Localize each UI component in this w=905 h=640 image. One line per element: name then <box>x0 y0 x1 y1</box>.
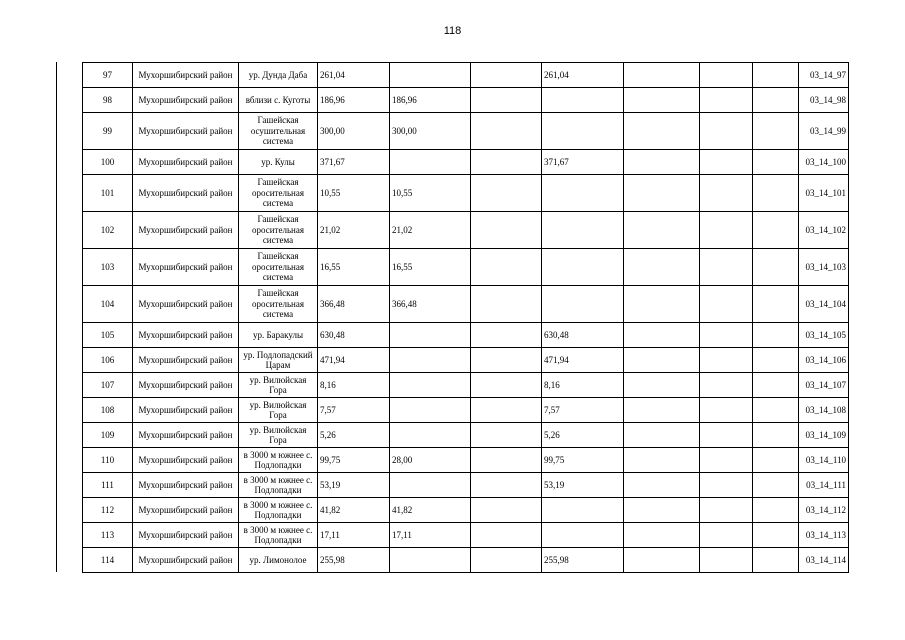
district-cell: Мухоршибирский район <box>133 373 239 398</box>
value-cell <box>753 498 799 523</box>
value-cell <box>753 175 799 212</box>
value-cell <box>624 113 700 150</box>
value-cell <box>753 212 799 249</box>
row-number-cell: 114 <box>83 548 133 573</box>
code-cell: 03_14_101 <box>799 175 849 212</box>
value-cell <box>700 473 753 498</box>
code-cell: 03_14_112 <box>799 498 849 523</box>
value-cell <box>700 523 753 548</box>
row-number-cell: 99 <box>83 113 133 150</box>
row-number-cell: 111 <box>83 473 133 498</box>
value-cell: 17,11 <box>390 523 471 548</box>
row-number-cell: 103 <box>83 249 133 286</box>
value-cell <box>753 88 799 113</box>
code-cell: 03_14_111 <box>799 473 849 498</box>
value-cell <box>542 212 624 249</box>
value-cell <box>624 398 700 423</box>
district-cell: Мухоршибирский район <box>133 398 239 423</box>
district-cell: Мухоршибирский район <box>133 249 239 286</box>
value-cell <box>700 175 753 212</box>
row-number-cell: 112 <box>83 498 133 523</box>
district-cell: Мухоршибирский район <box>133 348 239 373</box>
value-cell <box>624 523 700 548</box>
area-cell: 17,11 <box>318 523 390 548</box>
district-cell: Мухоршибирский район <box>133 323 239 348</box>
value-cell <box>390 398 471 423</box>
value-cell <box>700 448 753 473</box>
value-cell <box>753 473 799 498</box>
location-cell: вблизи с. Куготы <box>239 88 318 113</box>
value-cell: 99,75 <box>542 448 624 473</box>
area-cell: 21,02 <box>318 212 390 249</box>
table-row <box>83 523 849 548</box>
code-cell: 03_14_97 <box>799 63 849 88</box>
area-cell: 186,96 <box>318 88 390 113</box>
location-cell: Гашейская оросительная система <box>239 175 318 212</box>
area-cell: 471,94 <box>318 348 390 373</box>
location-cell: ур. Дунда Даба <box>239 63 318 88</box>
table-body <box>83 63 849 573</box>
value-cell <box>542 498 624 523</box>
area-cell: 366,48 <box>318 286 390 323</box>
value-cell <box>753 63 799 88</box>
row-number-cell: 102 <box>83 212 133 249</box>
code-cell: 03_14_104 <box>799 286 849 323</box>
value-cell <box>542 113 624 150</box>
table-row <box>83 63 849 88</box>
value-cell <box>624 286 700 323</box>
row-number-cell: 104 <box>83 286 133 323</box>
value-cell <box>700 286 753 323</box>
district-cell: Мухоршибирский район <box>133 548 239 573</box>
location-cell: ур. Вилюйская Гора <box>239 373 318 398</box>
code-cell: 03_14_99 <box>799 113 849 150</box>
value-cell <box>471 523 542 548</box>
table-row <box>83 448 849 473</box>
value-cell: 366,48 <box>390 286 471 323</box>
location-cell: в 3000 м южнее с. Подлопадки <box>239 523 318 548</box>
value-cell <box>471 150 542 175</box>
value-cell <box>753 249 799 286</box>
value-cell <box>471 63 542 88</box>
value-cell <box>753 423 799 448</box>
code-cell: 03_14_103 <box>799 249 849 286</box>
page-number: 118 <box>443 25 462 37</box>
value-cell <box>542 88 624 113</box>
code-cell: 03_14_109 <box>799 423 849 448</box>
table-row <box>83 473 849 498</box>
value-cell <box>471 323 542 348</box>
value-cell <box>390 348 471 373</box>
value-cell <box>471 473 542 498</box>
district-cell: Мухоршибирский район <box>133 423 239 448</box>
table-row <box>83 175 849 212</box>
row-number-cell: 109 <box>83 423 133 448</box>
value-cell: 21,02 <box>390 212 471 249</box>
location-cell: в 3000 м южнее с. Подлопадки <box>239 473 318 498</box>
value-cell: 28,00 <box>390 448 471 473</box>
value-cell <box>390 373 471 398</box>
area-cell: 7,57 <box>318 398 390 423</box>
district-cell: Мухоршибирский район <box>133 150 239 175</box>
table-row <box>83 249 849 286</box>
area-cell: 8,16 <box>318 373 390 398</box>
value-cell <box>471 423 542 448</box>
value-cell <box>471 498 542 523</box>
margin-line <box>56 62 57 572</box>
row-number-cell: 100 <box>83 150 133 175</box>
table-row <box>83 212 849 249</box>
value-cell <box>700 373 753 398</box>
value-cell <box>471 348 542 373</box>
value-cell <box>624 348 700 373</box>
value-cell <box>542 286 624 323</box>
code-cell: 03_14_98 <box>799 88 849 113</box>
value-cell: 630,48 <box>542 323 624 348</box>
area-cell: 255,98 <box>318 548 390 573</box>
value-cell <box>700 212 753 249</box>
value-cell <box>753 548 799 573</box>
location-cell: Гашейская осушительная система <box>239 113 318 150</box>
value-cell <box>390 323 471 348</box>
district-cell: Мухоршибирский район <box>133 286 239 323</box>
value-cell <box>471 175 542 212</box>
value-cell <box>753 523 799 548</box>
value-cell <box>390 423 471 448</box>
code-cell: 03_14_114 <box>799 548 849 573</box>
location-cell: в 3000 м южнее с. Подлопадки <box>239 448 318 473</box>
value-cell: 16,55 <box>390 249 471 286</box>
code-cell: 03_14_113 <box>799 523 849 548</box>
value-cell <box>700 398 753 423</box>
value-cell <box>624 323 700 348</box>
location-cell: ур. Лимонолое <box>239 548 318 573</box>
location-cell: ур. Вилюйская Гора <box>239 398 318 423</box>
location-cell: ур. Подлопадский Царам <box>239 348 318 373</box>
value-cell <box>471 548 542 573</box>
value-cell <box>700 323 753 348</box>
district-cell: Мухоршибирский район <box>133 63 239 88</box>
value-cell <box>471 249 542 286</box>
value-cell <box>471 113 542 150</box>
value-cell <box>471 398 542 423</box>
area-cell: 371,67 <box>318 150 390 175</box>
value-cell: 5,26 <box>542 423 624 448</box>
value-cell <box>542 523 624 548</box>
table-row <box>83 323 849 348</box>
code-cell: 03_14_102 <box>799 212 849 249</box>
value-cell <box>471 373 542 398</box>
area-cell: 53,19 <box>318 473 390 498</box>
value-cell: 186,96 <box>390 88 471 113</box>
value-cell <box>700 498 753 523</box>
value-cell: 8,16 <box>542 373 624 398</box>
area-cell: 300,00 <box>318 113 390 150</box>
value-cell <box>624 498 700 523</box>
code-cell: 03_14_100 <box>799 150 849 175</box>
row-number-cell: 108 <box>83 398 133 423</box>
area-cell: 16,55 <box>318 249 390 286</box>
row-number-cell: 107 <box>83 373 133 398</box>
table-row <box>83 398 849 423</box>
table-row <box>83 348 849 373</box>
table-row <box>83 373 849 398</box>
district-cell: Мухоршибирский район <box>133 113 239 150</box>
value-cell <box>624 548 700 573</box>
district-cell: Мухоршибирский район <box>133 212 239 249</box>
table-row <box>83 286 849 323</box>
value-cell <box>624 175 700 212</box>
value-cell <box>753 323 799 348</box>
code-cell: 03_14_107 <box>799 373 849 398</box>
area-cell: 41,82 <box>318 498 390 523</box>
value-cell <box>700 150 753 175</box>
value-cell <box>700 348 753 373</box>
value-cell: 53,19 <box>542 473 624 498</box>
value-cell: 261,04 <box>542 63 624 88</box>
land-registry-table <box>82 62 849 573</box>
row-number-cell: 113 <box>83 523 133 548</box>
value-cell <box>542 175 624 212</box>
value-cell <box>753 398 799 423</box>
value-cell <box>624 212 700 249</box>
row-number-cell: 98 <box>83 88 133 113</box>
table-row <box>83 498 849 523</box>
district-cell: Мухоршибирский район <box>133 88 239 113</box>
table-row <box>83 423 849 448</box>
value-cell <box>753 448 799 473</box>
value-cell <box>624 63 700 88</box>
value-cell <box>542 249 624 286</box>
value-cell <box>471 448 542 473</box>
value-cell <box>624 88 700 113</box>
code-cell: 03_14_108 <box>799 398 849 423</box>
value-cell: 471,94 <box>542 348 624 373</box>
location-cell: ур. Вилюйская Гора <box>239 423 318 448</box>
value-cell <box>700 548 753 573</box>
district-cell: Мухоршибирский район <box>133 175 239 212</box>
value-cell: 371,67 <box>542 150 624 175</box>
area-cell: 261,04 <box>318 63 390 88</box>
location-cell: Гашейская оросительная система <box>239 249 318 286</box>
code-cell: 03_14_105 <box>799 323 849 348</box>
value-cell <box>700 63 753 88</box>
value-cell <box>753 150 799 175</box>
area-cell: 5,26 <box>318 423 390 448</box>
row-number-cell: 101 <box>83 175 133 212</box>
value-cell <box>471 88 542 113</box>
value-cell <box>624 473 700 498</box>
location-cell: ур. Баракулы <box>239 323 318 348</box>
code-cell: 03_14_106 <box>799 348 849 373</box>
value-cell: 10,55 <box>390 175 471 212</box>
value-cell <box>390 150 471 175</box>
district-cell: Мухоршибирский район <box>133 498 239 523</box>
value-cell <box>700 113 753 150</box>
table-row <box>83 150 849 175</box>
location-cell: ур. Кулы <box>239 150 318 175</box>
row-number-cell: 97 <box>83 63 133 88</box>
value-cell <box>390 63 471 88</box>
row-number-cell: 110 <box>83 448 133 473</box>
value-cell <box>624 373 700 398</box>
location-cell: Гашейская оросительная система <box>239 212 318 249</box>
location-cell: в 3000 м южнее с. Подлопадки <box>239 498 318 523</box>
value-cell <box>700 88 753 113</box>
value-cell: 300,00 <box>390 113 471 150</box>
value-cell <box>753 373 799 398</box>
value-cell <box>471 212 542 249</box>
value-cell <box>753 286 799 323</box>
value-cell <box>753 113 799 150</box>
area-cell: 630,48 <box>318 323 390 348</box>
table-row <box>83 88 849 113</box>
district-cell: Мухоршибирский район <box>133 448 239 473</box>
location-cell: Гашейская оросительная система <box>239 286 318 323</box>
row-number-cell: 105 <box>83 323 133 348</box>
value-cell: 7,57 <box>542 398 624 423</box>
value-cell <box>471 286 542 323</box>
area-cell: 99,75 <box>318 448 390 473</box>
value-cell <box>624 423 700 448</box>
value-cell: 255,98 <box>542 548 624 573</box>
value-cell <box>390 548 471 573</box>
value-cell <box>700 249 753 286</box>
value-cell <box>753 348 799 373</box>
table-row <box>83 548 849 573</box>
value-cell <box>624 249 700 286</box>
value-cell <box>624 150 700 175</box>
area-cell: 10,55 <box>318 175 390 212</box>
code-cell: 03_14_110 <box>799 448 849 473</box>
value-cell: 41,82 <box>390 498 471 523</box>
table-row <box>83 113 849 150</box>
value-cell <box>390 473 471 498</box>
value-cell <box>624 448 700 473</box>
row-number-cell: 106 <box>83 348 133 373</box>
district-cell: Мухоршибирский район <box>133 523 239 548</box>
value-cell <box>700 423 753 448</box>
district-cell: Мухоршибирский район <box>133 473 239 498</box>
